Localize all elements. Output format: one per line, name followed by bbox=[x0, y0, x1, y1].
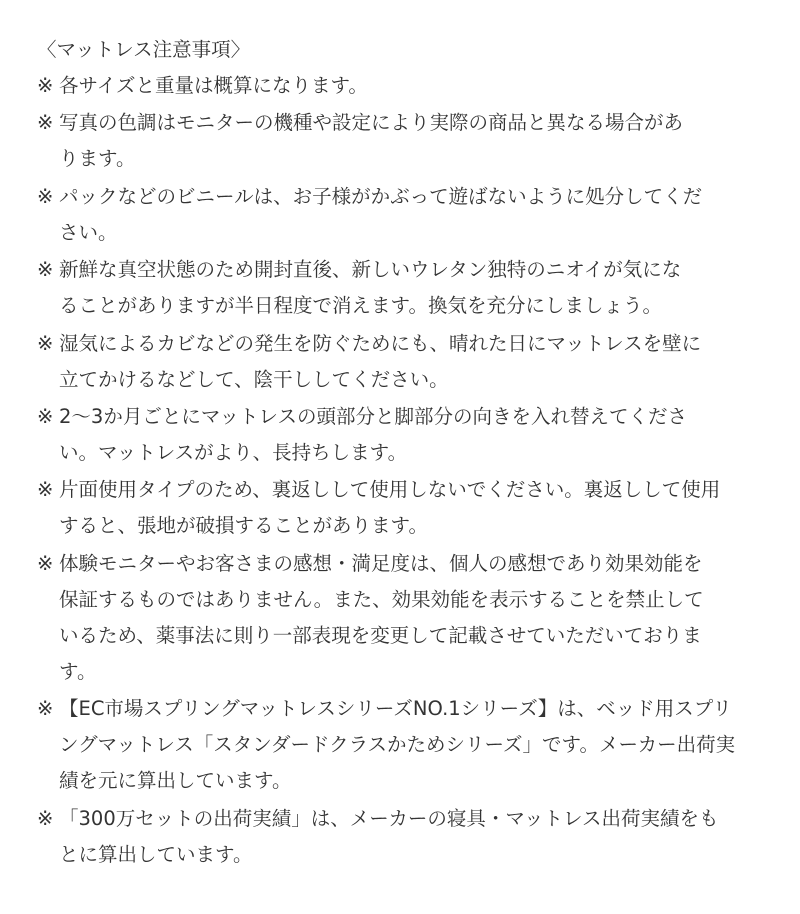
note-bullet: ※ bbox=[37, 184, 54, 208]
note-text-line: パックなどのビニールは、お子様がかぶって遊ばないように処分してくだ bbox=[59, 184, 703, 208]
note-text-line: 各サイズと重量は概算になります。 bbox=[59, 74, 368, 97]
note-text bbox=[59, 801, 773, 873]
note-text bbox=[59, 546, 773, 690]
note-bullet: ※ bbox=[37, 111, 54, 135]
note-bullet: ※ bbox=[37, 404, 54, 428]
note-text-line: 立てかけるなどして、陰干ししてください。 bbox=[59, 367, 449, 391]
note-item bbox=[37, 691, 773, 799]
note-item bbox=[37, 326, 773, 398]
note-text-line: い。マットレスがより、長持ちします。 bbox=[59, 440, 408, 464]
note-item bbox=[37, 252, 773, 324]
note-text bbox=[59, 105, 773, 177]
note-item bbox=[37, 399, 773, 471]
note-text-line: 2〜3か月ごとにマットレスの頭部分と脚部分の向きを入れ替えてくださ bbox=[59, 404, 687, 428]
note-bullet: ※ bbox=[37, 331, 54, 355]
note-text-line: 【EC市場スプリングマットレスシリーズNO.1シリーズ】は、ベッド用スプリ bbox=[59, 697, 732, 721]
note-text bbox=[59, 691, 773, 799]
note-text-line: 片面使用タイプのため、裏返しして使用しないでください。裏返しして使用 bbox=[59, 478, 721, 502]
note-text-line: いるため、薬事法に則り一部表現を変更して記載させていただいておりま bbox=[59, 623, 702, 647]
note-text bbox=[59, 472, 773, 544]
note-item bbox=[37, 68, 773, 104]
note-text bbox=[59, 179, 773, 251]
mattress-precautions bbox=[37, 32, 773, 874]
note-text-line: 新鮮な真空状態のため開封直後、新しいウレタン独特のニオイが気にな bbox=[59, 258, 682, 282]
note-text-line: 「300万セットの出荷実績」は、メーカーの寝具・マットレス出荷実績をも bbox=[59, 806, 719, 830]
note-text-line: とに算出しています。 bbox=[59, 842, 253, 866]
note-item bbox=[37, 472, 773, 544]
note-text-line: すると、張地が破損することがあります。 bbox=[59, 514, 428, 538]
note-bullet: ※ bbox=[37, 697, 54, 721]
note-text-line: 体験モニターやお客さまの感想・満足度は、個人の感想であり効果効能を bbox=[59, 551, 703, 575]
note-item bbox=[37, 105, 773, 177]
note-text-line: 績を元に算出しています。 bbox=[59, 769, 292, 793]
note-item bbox=[37, 546, 773, 690]
notes-list bbox=[37, 68, 773, 873]
note-bullet: ※ bbox=[37, 478, 54, 502]
note-text bbox=[59, 252, 773, 324]
note-bullet: ※ bbox=[37, 551, 54, 575]
note-bullet: ※ bbox=[37, 74, 54, 97]
note-item bbox=[37, 801, 773, 873]
note-text-line: さい。 bbox=[59, 220, 118, 244]
note-text-line: 湿気によるカビなどの発生を防ぐためにも、晴れた日にマットレスを壁に bbox=[59, 331, 702, 355]
note-bullet: ※ bbox=[37, 258, 54, 282]
note-item bbox=[37, 179, 773, 251]
note-text-line: 写真の色調はモニターの機種や設定により実際の商品と異なる場合があ bbox=[59, 111, 684, 135]
note-text-line: 保証するものではありません。また、効果効能を表示することを禁止して bbox=[59, 587, 704, 611]
note-text-line: ングマットレス「スタンダードクラスかためシリーズ」です。メーカー出荷実 bbox=[59, 733, 736, 757]
notes-heading: 〈マットレス注意事項〉 bbox=[37, 38, 251, 61]
note-text-line: す。 bbox=[59, 659, 97, 683]
note-text bbox=[59, 68, 773, 104]
note-text-line: ることがありますが半日程度で消えます。換気を充分にしましょう。 bbox=[59, 294, 662, 318]
note-text bbox=[59, 326, 773, 398]
note-bullet: ※ bbox=[37, 806, 54, 830]
note-text-line: ります。 bbox=[59, 147, 136, 171]
note-text bbox=[59, 399, 773, 471]
